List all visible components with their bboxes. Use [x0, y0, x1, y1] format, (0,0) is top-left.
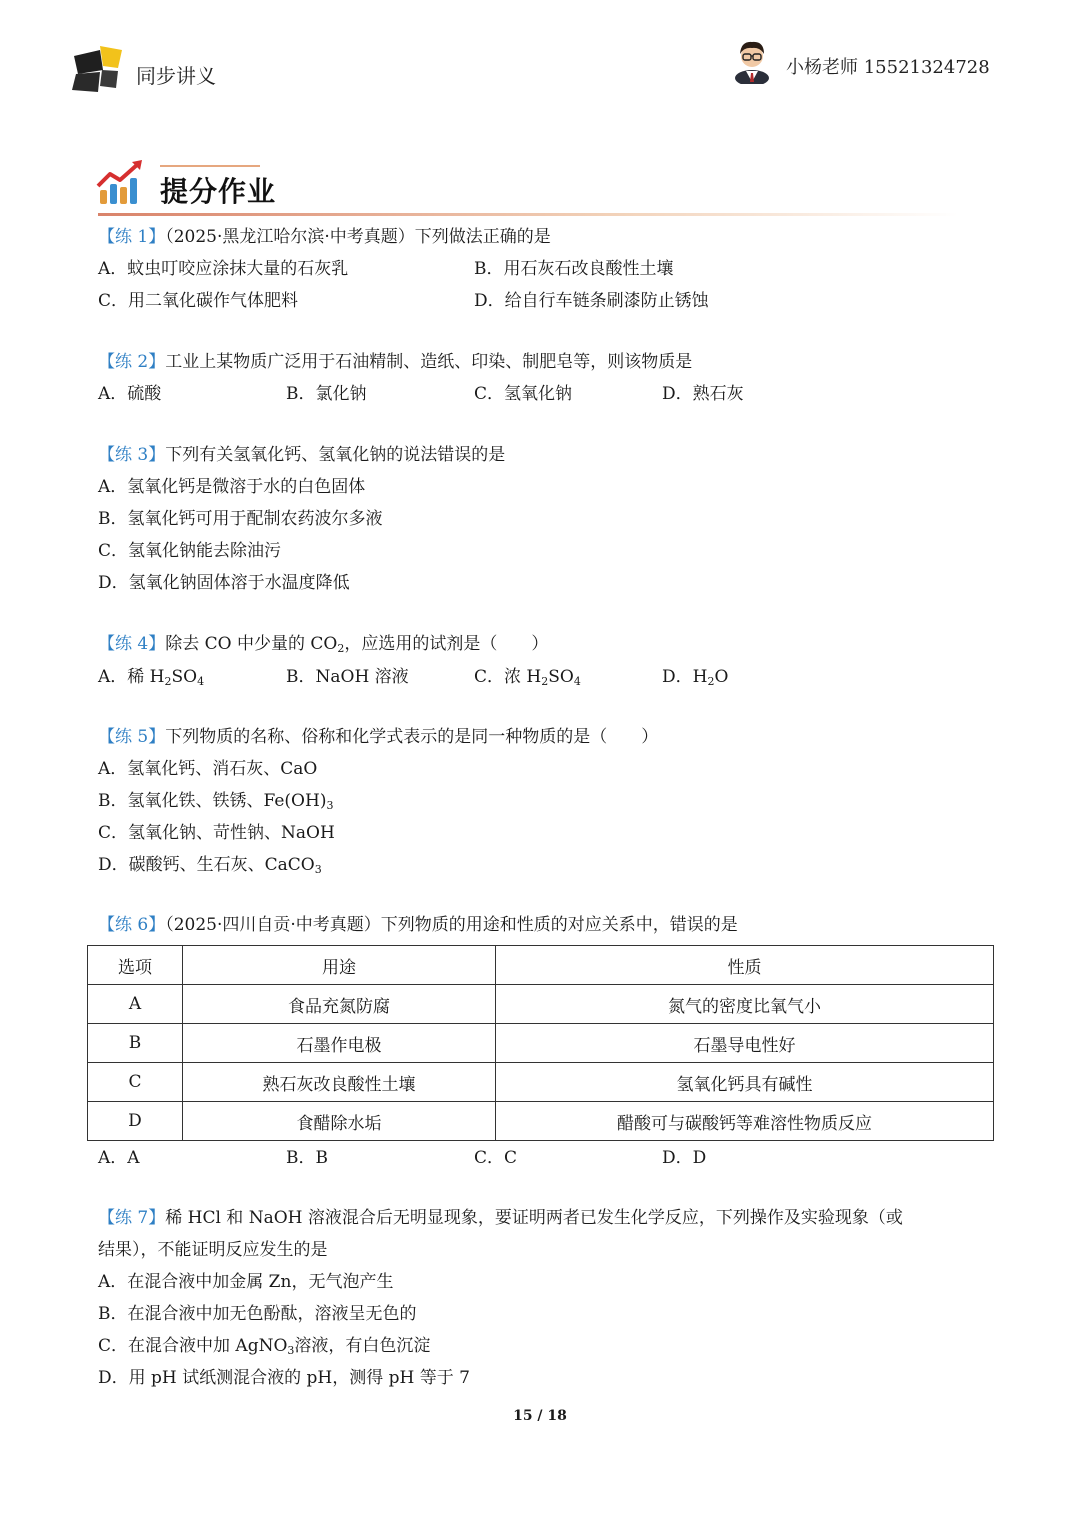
q4-stem	[98, 633, 548, 655]
q5-stem	[98, 726, 658, 748]
q7-c-1: C．在混合液中加 AgNO	[98, 1336, 288, 1356]
q7-option-b: B．在混合液中加无色酚酞，溶液呈无色的	[98, 1304, 417, 1324]
q1-option-b: B．用石灰石改良酸性土壤	[474, 259, 674, 279]
q4-c-3: SO	[548, 667, 574, 687]
table-cell: 食品充氮防腐	[183, 985, 496, 1024]
table-cell: 石墨作电极	[183, 1024, 496, 1063]
q4-c-2: 2	[541, 675, 549, 688]
q4-text-a: 除去 CO 中少量的 CO	[165, 634, 338, 654]
table-header-cell: 选项	[88, 946, 183, 985]
q3-tag: 【练 3】	[98, 445, 166, 465]
q7-c-2: 3	[287, 1344, 295, 1357]
q4-tag: 【练 4】	[98, 634, 166, 654]
q5-tag: 【练 5】	[98, 727, 166, 747]
q4-option-b: B．NaOH 溶液	[286, 667, 409, 687]
q3-option-c: C．氢氧化钠能去除油污	[98, 541, 282, 561]
brand-logo-icon	[70, 44, 126, 94]
teacher-contact: 小杨老师 15521324728	[786, 57, 990, 78]
q3-option-a: A．氢氧化钙是微溶于水的白色固体	[98, 477, 366, 497]
table-cell: A	[88, 985, 183, 1024]
q7-text: 稀 HCl 和 NaOH 溶液混合后无明显现象，要证明两者已发生化学反应，下列操作及实验现象（或	[165, 1208, 903, 1228]
q2-stem	[98, 351, 692, 373]
q4-a-2: 2	[164, 675, 172, 688]
section-title: 提分作业	[160, 175, 277, 208]
q4-c-1: C．浓 H	[474, 667, 542, 687]
q5-option-d	[98, 854, 322, 876]
table-cell: 氢氧化钙具有碱性	[496, 1063, 994, 1102]
q4-text-b: ，应选用的试剂是（ ）	[344, 634, 549, 654]
section-divider	[98, 213, 958, 216]
q1-option-d: D．给自行车链条刷漆防止锈蚀	[474, 291, 709, 311]
table-row	[88, 1063, 994, 1102]
section-title-overline	[160, 165, 260, 167]
q6-tag: 【练 6】	[98, 915, 166, 935]
q6-text: （2025·四川自贡·中考真题）下列物质的用途和性质的对应关系中，错误的是	[165, 915, 738, 935]
q4-d-1: D．H	[662, 667, 708, 687]
q2-option-b: B．氯化钠	[286, 384, 367, 404]
table-cell: D	[88, 1102, 183, 1141]
q2-option-c: C．氢氧化钠	[474, 384, 573, 404]
q3-option-d: D．氢氧化钠固体溶于水温度降低	[98, 573, 350, 593]
q6-table	[87, 945, 994, 1141]
q7-option-d: D．用 pH 试纸测混合液的 pH，测得 pH 等于 7	[98, 1368, 470, 1388]
q5-b-1: B．氢氧化铁、铁锈、Fe(OH)	[98, 791, 327, 811]
q6-option-a: A．A	[98, 1148, 140, 1168]
table-cell: 氮气的密度比氧气小	[496, 985, 994, 1024]
q3-text: 下列有关氢氧化钙、氢氧化钠的说法错误的是	[165, 445, 506, 465]
q2-option-d: D．熟石灰	[662, 384, 744, 404]
growth-chart-icon	[96, 160, 144, 206]
q6-option-b: B．B	[286, 1148, 328, 1168]
q4-c-4: 4	[573, 675, 581, 688]
q5-d-1: D．碳酸钙、生石灰、CaCO	[98, 855, 315, 875]
table-row	[88, 985, 994, 1024]
table-cell: 熟石灰改良酸性土壤	[183, 1063, 496, 1102]
q4-a-1: A．稀 H	[98, 667, 165, 687]
q4-option-d	[662, 666, 728, 688]
q4-d-3: O	[714, 667, 729, 687]
q1-tag: 【练 1】	[98, 227, 166, 247]
page-number: 15 / 18	[513, 1408, 567, 1424]
q4-d-2: 2	[707, 675, 715, 688]
q2-option-a: A．硫酸	[98, 384, 162, 404]
q6-option-c: C．C	[474, 1148, 518, 1168]
q1-stem	[98, 226, 551, 248]
q7-c-3: 溶液，有白色沉淀	[294, 1336, 431, 1356]
q1-option-a: A．蚊虫叮咬应涂抹大量的石灰乳	[98, 259, 349, 279]
q7-stem	[98, 1207, 903, 1229]
table-header-cell: 性质	[496, 946, 994, 985]
teacher-avatar-icon	[732, 38, 772, 84]
q2-text: 工业上某物质广泛用于石油精制、造纸、印染、制肥皂等，则该物质是	[165, 352, 693, 372]
q7-tag: 【练 7】	[98, 1208, 166, 1228]
q1-text: （2025·黑龙江哈尔滨·中考真题）下列做法正确的是	[165, 227, 551, 247]
q4-option-c	[474, 666, 581, 688]
q4-a-3: SO	[171, 667, 198, 687]
q7-option-c	[98, 1335, 430, 1357]
q3-option-b: B．氢氧化钙可用于配制农药波尔多液	[98, 509, 383, 529]
q1-option-c: C．用二氧化碳作气体肥料	[98, 291, 299, 311]
q6-stem	[98, 914, 738, 936]
q4-a-4: 4	[197, 675, 205, 688]
q3-stem	[98, 444, 505, 466]
table-header-row	[88, 946, 994, 985]
q2-tag: 【练 2】	[98, 352, 166, 372]
table-header-cell: 用途	[183, 946, 496, 985]
table-row	[88, 1102, 994, 1141]
table-cell: 醋酸可与碳酸钙等难溶性物质反应	[496, 1102, 994, 1141]
q6-option-d: D．D	[662, 1148, 707, 1168]
table-cell: 食醋除水垢	[183, 1102, 496, 1141]
q4-text-sub: 2	[337, 642, 345, 655]
q5-option-b	[98, 790, 333, 812]
q7-stem-line2: 结果），不能证明反应发生的是	[98, 1240, 328, 1260]
table-cell: C	[88, 1063, 183, 1102]
brand-title: 同步讲义	[136, 64, 216, 88]
q7-option-a: A．在混合液中加金属 Zn，无气泡产生	[98, 1272, 394, 1292]
q5-d-2: 3	[314, 863, 322, 876]
table-cell: B	[88, 1024, 183, 1063]
q5-option-a: A．氢氧化钙、消石灰、CaO	[98, 759, 318, 779]
q5-b-2: 3	[326, 799, 334, 812]
q4-option-a	[98, 666, 204, 688]
q5-text: 下列物质的名称、俗称和化学式表示的是同一种物质的是（ ）	[165, 727, 659, 747]
table-cell: 石墨导电性好	[496, 1024, 994, 1063]
table-row	[88, 1024, 994, 1063]
q5-option-c: C．氢氧化钠、苛性钠、NaOH	[98, 823, 335, 843]
